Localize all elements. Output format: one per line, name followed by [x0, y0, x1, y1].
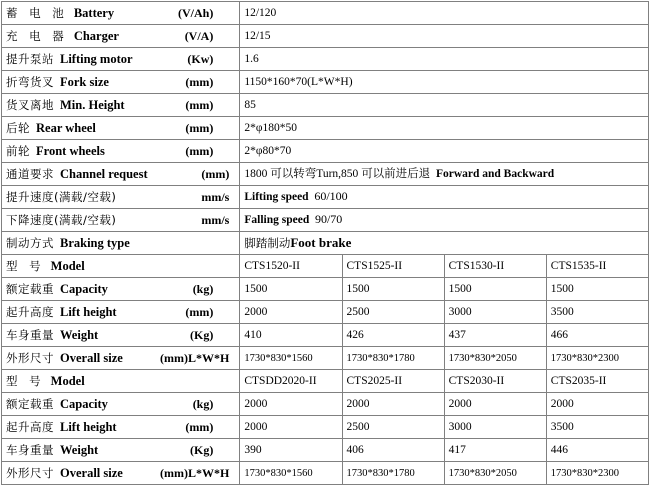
label-cn: 起升高度: [6, 419, 54, 434]
table-row: [2, 186, 649, 209]
row-label-lift-height-2: [2, 416, 240, 439]
row-label-falling-speed: [2, 209, 240, 232]
row-label-overall-size-2: [2, 462, 240, 485]
label-en: Model: [50, 373, 85, 388]
label-cn: 下降速度(满载/空载): [6, 212, 117, 227]
model-cell: CTS2035-II: [546, 370, 648, 393]
label-en: Capacity: [60, 281, 108, 296]
model-cell: CTSDD2020-II: [240, 370, 342, 393]
row-label-braking-type: [2, 232, 240, 255]
row-label-model-2: [2, 370, 240, 393]
capacity-cell: 1500: [546, 278, 648, 301]
label-en: Min. Height: [60, 97, 125, 112]
row-value-charger: 12/15: [240, 25, 649, 48]
label-en: Fork size: [60, 74, 109, 89]
table-row: [2, 462, 649, 485]
overall-size-cell: 1730*830*1780: [342, 462, 444, 485]
model-cell: CTS1535-II: [546, 255, 648, 278]
label-cn: 车身重量: [6, 442, 54, 457]
label-cn: 充 电 器: [6, 28, 68, 43]
table-row: [2, 232, 649, 255]
label-unit: (mm): [185, 97, 214, 112]
weight-cell: 437: [444, 324, 546, 347]
specification-table: [1, 1, 649, 485]
label-unit: (mm): [185, 120, 214, 135]
table-row: [2, 439, 649, 462]
table-row: [2, 117, 649, 140]
label-en: Weight: [60, 442, 99, 457]
lift-height-cell: 2500: [342, 301, 444, 324]
model-cell: CTS1525-II: [342, 255, 444, 278]
weight-cell: 417: [444, 439, 546, 462]
model-cell: CTS1520-II: [240, 255, 342, 278]
label-en: Rear wheel: [36, 120, 96, 135]
capacity-cell: 2000: [546, 393, 648, 416]
table-row: [2, 347, 649, 370]
braking-en: Foot brake: [290, 235, 352, 250]
table-row: [2, 416, 649, 439]
overall-size-cell: 1730*830*2300: [546, 462, 648, 485]
table-row: [2, 370, 649, 393]
row-label-battery: [2, 2, 240, 25]
lift-height-cell: 3500: [546, 301, 648, 324]
label-en: Overall size: [60, 350, 123, 365]
label-cn: 制动方式: [6, 235, 54, 250]
label-unit: (V/A): [184, 28, 214, 43]
row-label-model-1: [2, 255, 240, 278]
label-en: Channel request: [60, 166, 148, 181]
table-row: [2, 71, 649, 94]
label-unit: (mm): [185, 74, 214, 89]
overall-size-cell: 1730*830*2050: [444, 347, 546, 370]
table-row: [2, 25, 649, 48]
capacity-cell: 1500: [342, 278, 444, 301]
row-value-rear-wheel: 2*φ180*50: [240, 117, 649, 140]
label-cn: 后轮: [6, 120, 30, 135]
overall-size-cell: 1730*830*2300: [546, 347, 648, 370]
table-row: [2, 255, 649, 278]
row-label-capacity-1: [2, 278, 240, 301]
label-cn: 前轮: [6, 143, 30, 158]
channel-mid: Turn,850: [316, 168, 362, 180]
overall-size-cell: 1730*830*1780: [342, 347, 444, 370]
label-unit: (V/Ah): [178, 5, 214, 20]
row-label-weight-2: [2, 439, 240, 462]
table-row: [2, 393, 649, 416]
table-row: [2, 163, 649, 186]
row-label-charger: [2, 25, 240, 48]
weight-cell: 466: [546, 324, 648, 347]
row-label-rear-wheel: [2, 117, 240, 140]
label-en: Front wheels: [36, 143, 105, 158]
label-cn: 型 号: [6, 258, 45, 273]
lift-height-cell: 3500: [546, 416, 648, 439]
lifting-speed-label: Lifting speed: [244, 191, 309, 203]
label-en: Capacity: [60, 396, 108, 411]
label-cn: 型 号: [6, 373, 45, 388]
table-row: [2, 94, 649, 117]
row-label-lifting-motor: [2, 48, 240, 71]
row-value-fork-size: 1150*160*70(L*W*H): [240, 71, 649, 94]
capacity-cell: 1500: [240, 278, 342, 301]
label-unit: (mm)L*W*H: [160, 465, 230, 480]
label-cn: 货叉离地: [6, 97, 54, 112]
row-label-channel-request: [2, 163, 240, 186]
label-cn: 提升泵站: [6, 51, 54, 66]
label-unit: (mm): [201, 166, 230, 181]
channel-cn-fwdbwd: 可以前进后退: [361, 166, 431, 180]
row-label-weight-1: [2, 324, 240, 347]
label-unit: (Kg): [190, 327, 214, 342]
label-unit: (mm): [185, 143, 214, 158]
row-label-fork-size: [2, 71, 240, 94]
lift-height-cell: 2000: [240, 416, 342, 439]
label-cn: 蓄 电 池: [6, 5, 68, 20]
label-en: Charger: [73, 28, 119, 43]
channel-pre: 1800: [244, 168, 271, 180]
lifting-speed-value: 60/100: [314, 189, 348, 203]
row-value-lifting-motor: 1.6: [240, 48, 649, 71]
row-label-overall-size-1: [2, 347, 240, 370]
weight-cell: 446: [546, 439, 648, 462]
label-en: Model: [50, 258, 85, 273]
falling-speed-label: Falling speed: [244, 214, 310, 226]
table-row: [2, 2, 649, 25]
label-cn: 额定载重: [6, 396, 54, 411]
label-cn: 通道要求: [6, 166, 54, 181]
channel-cn-turn: 可以转弯: [270, 166, 317, 180]
model-cell: CTS2030-II: [444, 370, 546, 393]
overall-size-cell: 1730*830*2050: [444, 462, 546, 485]
capacity-cell: 1500: [444, 278, 546, 301]
label-en: Lifting motor: [60, 51, 133, 66]
row-value-lifting-speed: [240, 186, 649, 209]
lift-height-cell: 2000: [240, 301, 342, 324]
row-label-front-wheels: [2, 140, 240, 163]
label-cn: 额定载重: [6, 281, 54, 296]
row-value-front-wheels: 2*φ80*70: [240, 140, 649, 163]
label-unit: mm/s: [201, 212, 230, 227]
label-en: Overall size: [60, 465, 123, 480]
row-label-lifting-speed: [2, 186, 240, 209]
capacity-cell: 2000: [342, 393, 444, 416]
label-cn: 提升速度(满载/空载): [6, 189, 117, 204]
label-unit: (mm): [185, 304, 214, 319]
table-row: [2, 278, 649, 301]
label-unit: (Kw): [187, 51, 214, 66]
weight-cell: 426: [342, 324, 444, 347]
label-cn: 外形尺寸: [6, 465, 54, 480]
model-cell: CTS2025-II: [342, 370, 444, 393]
overall-size-cell: 1730*830*1560: [240, 462, 342, 485]
falling-speed-value: 90/70: [314, 212, 343, 226]
table-row: [2, 48, 649, 71]
weight-cell: 406: [342, 439, 444, 462]
row-value-battery: 12/120: [240, 2, 649, 25]
channel-post: Forward and Backward: [435, 168, 555, 180]
label-cn: 起升高度: [6, 304, 54, 319]
table-row: [2, 324, 649, 347]
weight-cell: 410: [240, 324, 342, 347]
lift-height-cell: 3000: [444, 416, 546, 439]
row-value-braking-type: [240, 232, 649, 255]
table-row: [2, 301, 649, 324]
row-value-min-height: 85: [240, 94, 649, 117]
row-label-capacity-2: [2, 393, 240, 416]
row-label-lift-height-1: [2, 301, 240, 324]
table-row: [2, 209, 649, 232]
label-unit: (kg): [192, 396, 214, 411]
row-value-falling-speed: [240, 209, 649, 232]
capacity-cell: 2000: [240, 393, 342, 416]
label-unit: (mm): [185, 419, 214, 434]
label-en: Battery: [73, 5, 115, 20]
label-cn: 车身重量: [6, 327, 54, 342]
label-en: Braking type: [60, 235, 130, 250]
label-unit: (Kg): [190, 442, 214, 457]
label-unit: (kg): [192, 281, 214, 296]
label-cn: 折弯货叉: [6, 74, 54, 89]
lift-height-cell: 2500: [342, 416, 444, 439]
label-cn: 外形尺寸: [6, 350, 54, 365]
overall-size-cell: 1730*830*1560: [240, 347, 342, 370]
label-en: Lift height: [60, 419, 117, 434]
label-en: Weight: [60, 327, 99, 342]
braking-cn: 脚踏制动: [244, 236, 291, 250]
weight-cell: 390: [240, 439, 342, 462]
capacity-cell: 2000: [444, 393, 546, 416]
label-en: Lift height: [60, 304, 117, 319]
model-cell: CTS1530-II: [444, 255, 546, 278]
lift-height-cell: 3000: [444, 301, 546, 324]
table-row: [2, 140, 649, 163]
row-value-channel-request: [240, 163, 649, 186]
row-label-min-height: [2, 94, 240, 117]
label-unit: mm/s: [201, 189, 230, 204]
label-unit: (mm)L*W*H: [160, 350, 230, 365]
